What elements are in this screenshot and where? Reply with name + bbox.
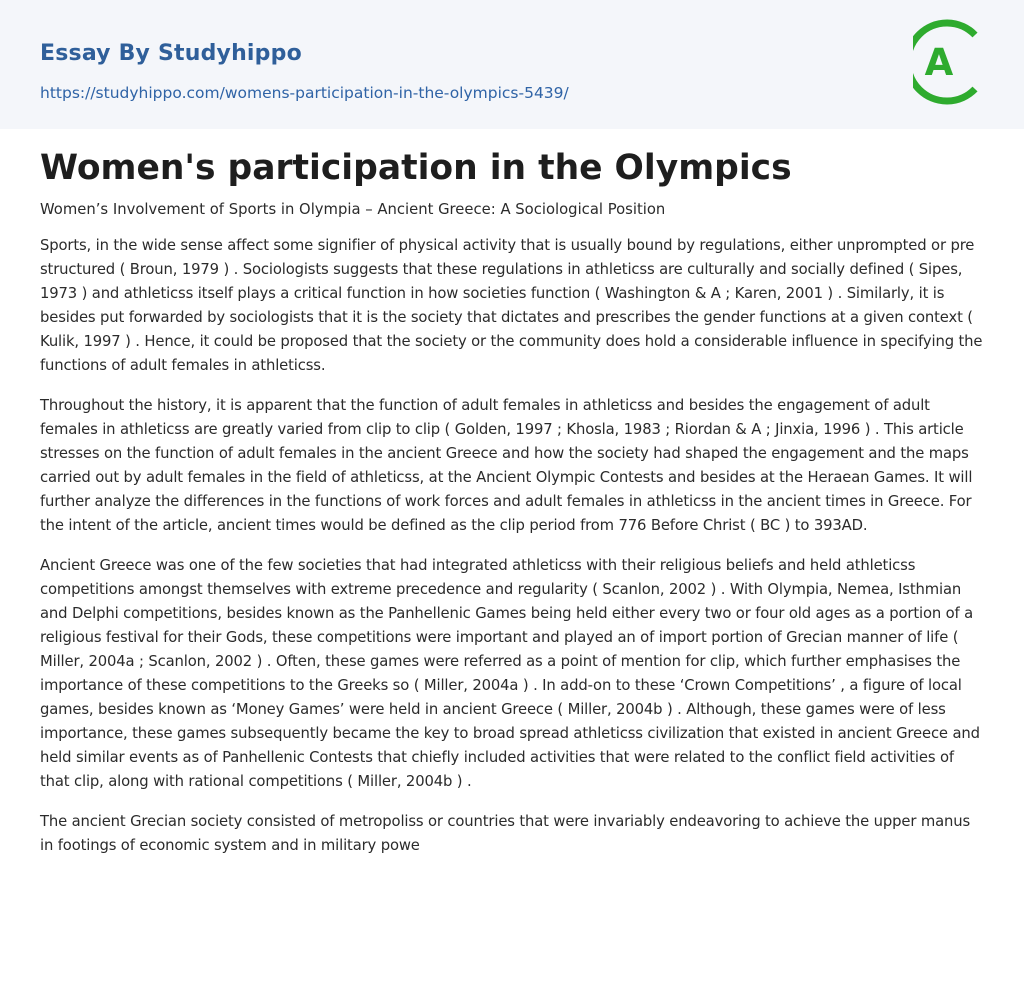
paragraph-3: Ancient Greece was one of the few societies that had integrated athleticss with their religious beliefs and held athleticss competitions amongst themselves with extreme precedence and regularity ( Scanlon, 2002 ) . With Olympia, Nemea, Isthmian and Delphi competitions, besides known as the Panhellenic Games being held either every two or four old ages as a portion of a religious festival for their Gods, these competitions were important and played an of import portion of Grecian manner of life ( Miller, 2004a ; Scanlon, 2002 ) . Often, these games were referred as a point of mention for clip, which further emphasises the importance of these competitions to the Greeks so ( Miller, 2004a ) . In add-on to these ‘Crown Competitions’ , a figure of local games, besides known as ‘Money Games’ were held in ancient Greece ( Miller, 2004b ) . Although, these games were of less importance, these games subsequently became the key to broad spread athleticss civilization that existed in ancient Greece and held similar events as of Panhellenic Contests that chiefly included activities that were related to the conflict field activities of that clip, along with rational competitions ( Miller, 2004b ) . [40,557,980,790]
paragraph-2: Throughout the history, it is apparent that the function of adult females in athleticss and besides the engagement of adult females in athleticss are greatly varied from clip to clip ( Golden, 1997 ; Khosla, 1983 ; Riordan & A ; Jinxia, 1996 ) . This article stresses on the function of adult females in the ancient Greece and how the society had shaped the engagement and the maps carried out by adult females in the field of athleticss, at the Ancient Olympic Contests and besides at the Heraean Games. It will further analyze the differences in the functions of work forces and adult females in athleticss in the ancient times in Greece. For the intent of the article, ancient times would be defined as the clip period from 776 Before Christ ( BC ) to 393AD. [40,397,973,534]
studyhippo-logo-icon [913,19,987,105]
brand-title: Essay By Studyhippo [40,41,302,66]
article [40,147,986,858]
article-subtitle: Women’s Involvement of Sports in Olympia – Ancient Greece: A Sociological Position [40,201,666,218]
paragraph-1: Sports, in the wide sense affect some signifier of physical activity that is usually bound by regulations, either unprompted or pre structured ( Broun, 1979 ) . Sociologists suggests that these regulations in athleticss are culturally and socially defined ( Sipes, 1973 ) and athleticss itself plays a critical function in how societies function ( Washington & A ; Karen, 2001 ) . Similarly, it is besides put forwarded by sociologists that it is the society that dictates and prescribes the gender functions at a given context ( Kulik, 1997 ) . Hence, it could be proposed that the society or the community does hold a considerable influence in specifying the functions of adult females in athleticss. [40,237,983,374]
paragraph-4: The ancient Grecian society consisted of metropoliss or countries that were invariably endeavoring to achieve the upper manus in footings of economic system and in military powe [40,813,971,854]
site-header [0,0,1024,129]
logo-letter: A [924,41,954,84]
essay-url-link[interactable]: https://studyhippo.com/womens-participation-in-the-olympics-5439/ [40,84,569,102]
page-title: Women's participation in the Olympics [40,148,792,188]
